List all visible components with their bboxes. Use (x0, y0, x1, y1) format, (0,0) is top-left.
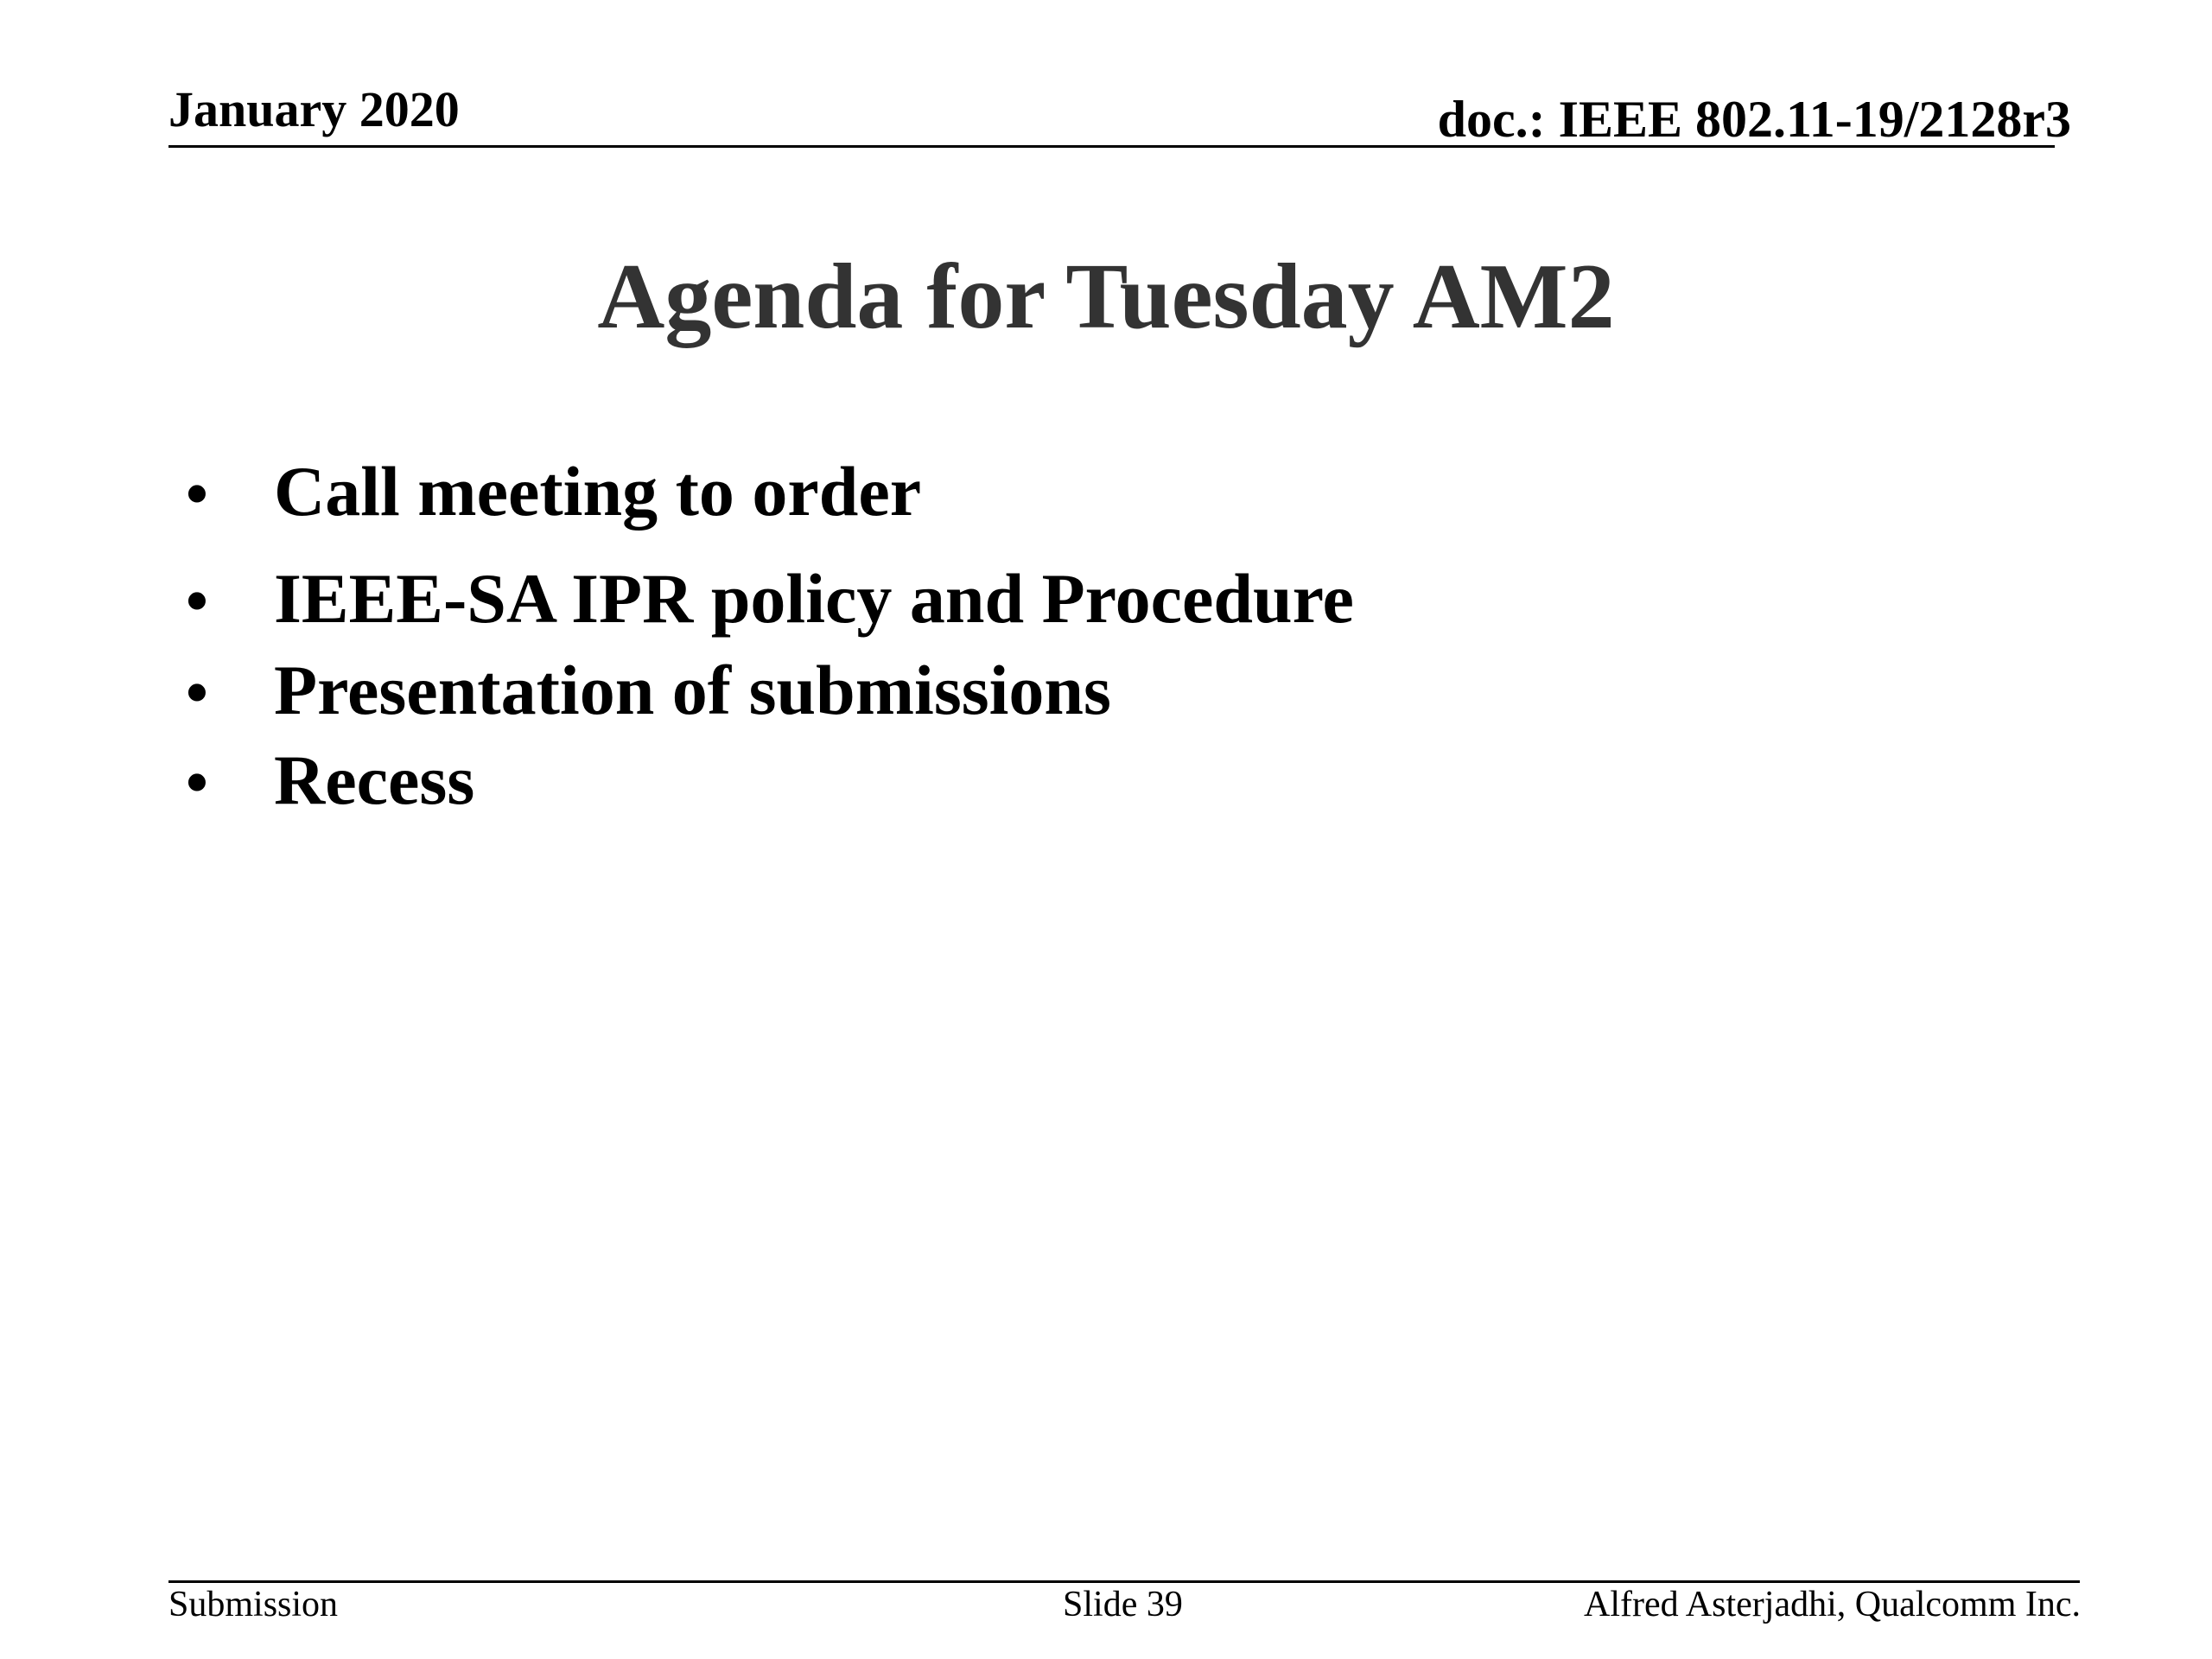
bullet-marker: • (186, 459, 208, 530)
agenda-item (186, 559, 1354, 638)
agenda-item-text: Call meeting to order (274, 452, 922, 531)
bullet-marker: • (186, 566, 208, 637)
bullet-marker: • (186, 747, 208, 818)
footer-rule (168, 1580, 2080, 1583)
agenda-item-text: Presentation of submissions (274, 651, 1111, 729)
agenda-item-text: Recess (274, 741, 475, 819)
footer-submission: Submission (168, 1585, 339, 1624)
agenda-item (186, 651, 1111, 729)
header-rule (168, 145, 2055, 148)
slide-title: Agenda for Tuesday AM2 (597, 245, 1615, 348)
header-doc-number: doc.: IEEE 802.11-19/2128r3 (1437, 91, 2071, 148)
header-date: January 2020 (168, 81, 460, 137)
agenda-item-text: IEEE-SA IPR policy and Procedure (274, 559, 1354, 638)
agenda-item (186, 452, 922, 531)
footer-slide-number: Slide 39 (1063, 1585, 1183, 1624)
agenda-item (186, 741, 475, 819)
footer-author: Alfred Asterjadhi, Qualcomm Inc. (1584, 1585, 2081, 1624)
bullet-marker: • (186, 658, 208, 728)
